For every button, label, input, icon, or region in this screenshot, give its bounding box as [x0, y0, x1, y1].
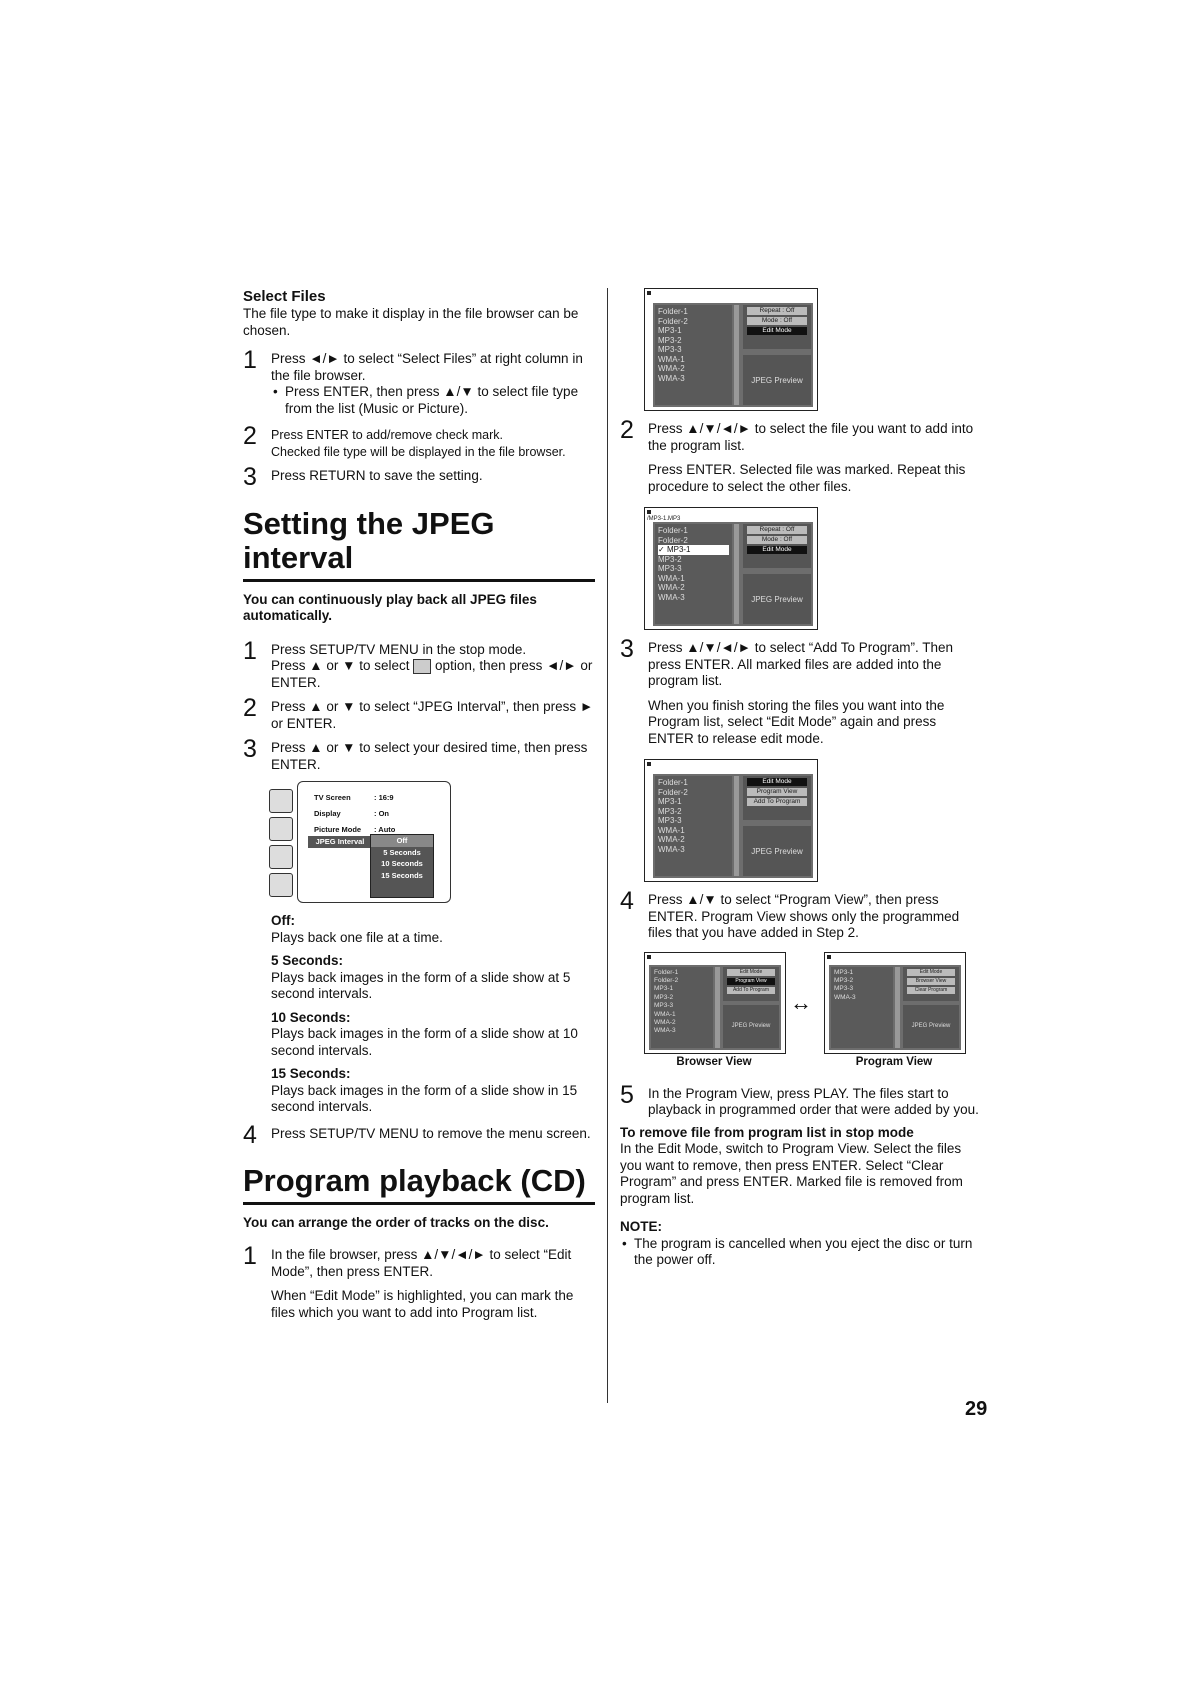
view-comparison [644, 952, 980, 1072]
step-text: Press SETUP/TV MENU to remove the menu screen. [271, 1125, 591, 1141]
menu-row: Display : On [314, 809, 389, 818]
file-path: /MP3-1.MP3 [647, 516, 681, 522]
page-number: 29 [965, 1398, 988, 1420]
select-files-heading: Select Files [243, 288, 326, 305]
desc-text: Plays back one file at a time. [271, 929, 443, 945]
step-number: 2 [620, 416, 634, 444]
scrollbar [734, 305, 739, 405]
select-files-step-3 [243, 463, 595, 491]
step-number: 3 [620, 635, 634, 663]
desc-title: 15 Seconds: [271, 1066, 351, 1081]
step-text: Press SETUP/TV MENU in the stop mode. [271, 641, 527, 657]
step-number: 3 [243, 463, 257, 491]
interval-descriptions [243, 913, 595, 1116]
option-off: Off [371, 835, 433, 847]
file-browser-screen-3 [644, 759, 818, 882]
option-menu: Edit Mode Program View Add To Program [723, 967, 779, 1001]
jpeg-preview-pane: JPEG Preview [743, 826, 811, 876]
desc-title: 10 Seconds: [271, 1009, 351, 1025]
menu-row: Picture Mode : Auto [314, 825, 396, 834]
picture-icon [269, 817, 293, 841]
jpeg-step-2 [243, 694, 595, 732]
step-text: In the Program View, press PLAY. The files start to playback in programmed order that were added by you. [648, 1085, 979, 1117]
desc-text: Plays back images in the form of a slide show at 10 second intervals. [271, 1026, 578, 1058]
step-text: Press ▲/▼/◄/► to select “Add To Program”. Then press ENTER. All marked files are added into the program list. [648, 640, 954, 688]
remove-text: In the Edit Mode, switch to Program View. Select the files you want to remove, then press ENTER. Select “Clear Program” and press ENTER. Marked file is removed from program list. [620, 1141, 963, 1206]
scrollbar [895, 967, 900, 1048]
jpeg-step-4 [243, 1120, 595, 1149]
stop-indicator-icon [827, 955, 831, 959]
option-menu: Edit Mode Browser View Clear Program [903, 967, 959, 1001]
stop-indicator-icon [647, 762, 651, 766]
swap-arrow-icon: ↔ [790, 989, 812, 1015]
title-rule [243, 1202, 595, 1205]
file-list: Folder-1 Folder-2 MP3-1 MP3-2 MP3-3 WMA-1 WMA-2 WMA-3 [655, 305, 732, 405]
step-number: 1 [243, 1242, 257, 1270]
file-browser-screen-2 [644, 507, 818, 630]
step-text: Checked file type will be displayed in the file browser. [271, 444, 566, 459]
menu-row: TV Screen : 16:9 [314, 793, 394, 802]
setup-menu-screen [269, 781, 457, 903]
scrollbar [715, 967, 720, 1048]
browser-view-screen [644, 952, 786, 1054]
left-column [243, 288, 595, 1321]
program-step-4 [620, 887, 980, 942]
select-files-step-2 [243, 422, 595, 460]
file-list: Folder-1 Folder-2 MP3-1 MP3-2 MP3-3 WMA-1 WMA-2 WMA-3 [655, 776, 732, 876]
program-file-list: MP3-1 MP3-2 MP3-3 WMA-3 [831, 967, 893, 1048]
file-list: Folder-1 Folder-2 ✓ MP3-1 MP3-2 MP3-3 WMA-1 WMA-2 WMA-3 [655, 524, 732, 624]
step-number: 5 [620, 1080, 634, 1109]
menu-icons [269, 789, 293, 897]
step-number: 2 [243, 422, 257, 450]
jpeg-interval-highlight: JPEG Interval [308, 836, 372, 848]
browser-view-label: Browser View [676, 1055, 752, 1068]
setup-icon [269, 873, 293, 897]
jpeg-title: Setting the JPEG interval [243, 505, 495, 575]
jpeg-preview-pane: JPEG Preview [743, 574, 811, 624]
menu-panel [297, 781, 451, 903]
step-text: Press ▲ or ▼ to select “JPEG Interval”, then press ► or ENTER. [271, 699, 594, 731]
step-text: Press ENTER to add/remove check mark. [271, 428, 504, 442]
option-10-seconds: 10 Seconds [381, 859, 423, 868]
interval-options [370, 834, 434, 898]
step-text: Press RETURN to save the setting. [271, 468, 483, 483]
desc-text: Plays back images in the form of a slide show in 15 second intervals. [271, 1082, 578, 1114]
step-number: 1 [243, 346, 257, 374]
title-rule [243, 579, 595, 582]
step-number: 2 [243, 694, 257, 722]
program-view-screen [824, 952, 966, 1054]
scrollbar [734, 776, 739, 876]
desc-title: 5 Seconds: [271, 953, 344, 968]
file-browser-screen-1 [644, 288, 818, 411]
audio-icon [269, 845, 293, 869]
option-5-seconds: 5 Seconds [383, 847, 421, 857]
step-bullet: • Press ENTER, then press ▲/▼ to select file type from the list (Music or Picture). [271, 384, 595, 417]
jpeg-preview-pane: JPEG Preview [903, 1005, 959, 1048]
step-text: Press ▲/▼/◄/► to select the file you want to add into the program list. [648, 421, 974, 453]
step-number: 1 [243, 636, 257, 665]
step-text: Press ▲ or ▼ to select your desired time, then press ENTER. [271, 740, 588, 772]
note-heading: NOTE: [620, 1219, 662, 1234]
jpeg-preview-pane: JPEG Preview [723, 1005, 779, 1048]
program-view-label: Program View [855, 1055, 933, 1068]
option-15-seconds: 15 Seconds [381, 870, 423, 880]
step-text: Press ENTER. Selected file was marked. Repeat this procedure to select the other files. [648, 462, 966, 494]
step-text: When you finish storing the files you want into the Program list, select “Edit Mode” again and press ENTER to release edit mode. [648, 697, 945, 746]
scrollbar [734, 524, 739, 624]
jpeg-preview-pane: JPEG Preview [743, 355, 811, 405]
step-text: Press ▲ or ▼ to select [271, 658, 410, 673]
program-intro: You can arrange the order of tracks on the disc. [243, 1215, 549, 1230]
checked-file: ✓ MP3-1 [658, 545, 729, 555]
stop-indicator-icon [647, 510, 651, 514]
program-step-1 [243, 1242, 595, 1321]
step-text: Press ▲/▼ to select “Program View”, then press ENTER. Program View shows only the programmed files that you have added in Step 2. [648, 892, 960, 940]
option-menu: Repeat : Off Mode : Off Edit Mode [743, 524, 811, 568]
jpeg-step-3 [243, 735, 595, 773]
remove-heading: To remove file from program list in stop mode [620, 1124, 914, 1140]
step-number: 3 [243, 735, 257, 763]
right-column [620, 288, 980, 1269]
column-divider [607, 288, 608, 1403]
program-step-2 [620, 416, 980, 495]
file-list: Folder-1 Folder-2 MP3-1 MP3-2 MP3-3 WMA-1 WMA-2 WMA-3 [651, 967, 713, 1048]
step-text: When “Edit Mode” is highlighted, you can mark the files which you want to add into Program list. [271, 1288, 574, 1320]
jpeg-intro: You can continuously play back all JPEG files automatically. [243, 591, 537, 623]
step-number: 4 [620, 887, 634, 915]
option-menu: Edit Mode Program View Add To Program [743, 776, 811, 820]
desc-title: Off: [271, 913, 295, 928]
step-text: Press ◄/► to select “Select Files” at right column in the file browser. [271, 351, 583, 383]
select-files-step-1 [243, 346, 595, 417]
stop-indicator-icon [647, 955, 651, 959]
program-step-3 [620, 635, 980, 747]
note-text: • The program is cancelled when you eject the disc or turn the power off. [620, 1236, 980, 1269]
step-text: option, then press ◄/► or ENTER. [271, 658, 593, 690]
select-files-intro: The file type to make it display in the file browser can be chosen. [243, 306, 579, 338]
desc-text: Plays back images in the form of a slide show at 5 second intervals. [271, 969, 571, 1001]
option-menu: Repeat : Off Mode : Off Edit Mode [743, 305, 811, 349]
globe-icon [269, 789, 293, 813]
step-number: 4 [243, 1120, 257, 1149]
step-text: In the file browser, press ▲/▼/◄/► to select “Edit Mode”, then press ENTER. [271, 1247, 572, 1279]
picture-icon [413, 659, 431, 674]
program-step-5 [620, 1080, 980, 1119]
jpeg-step-1 [243, 636, 595, 692]
stop-indicator-icon [647, 291, 651, 295]
program-title: Program playback (CD) [243, 1163, 586, 1198]
